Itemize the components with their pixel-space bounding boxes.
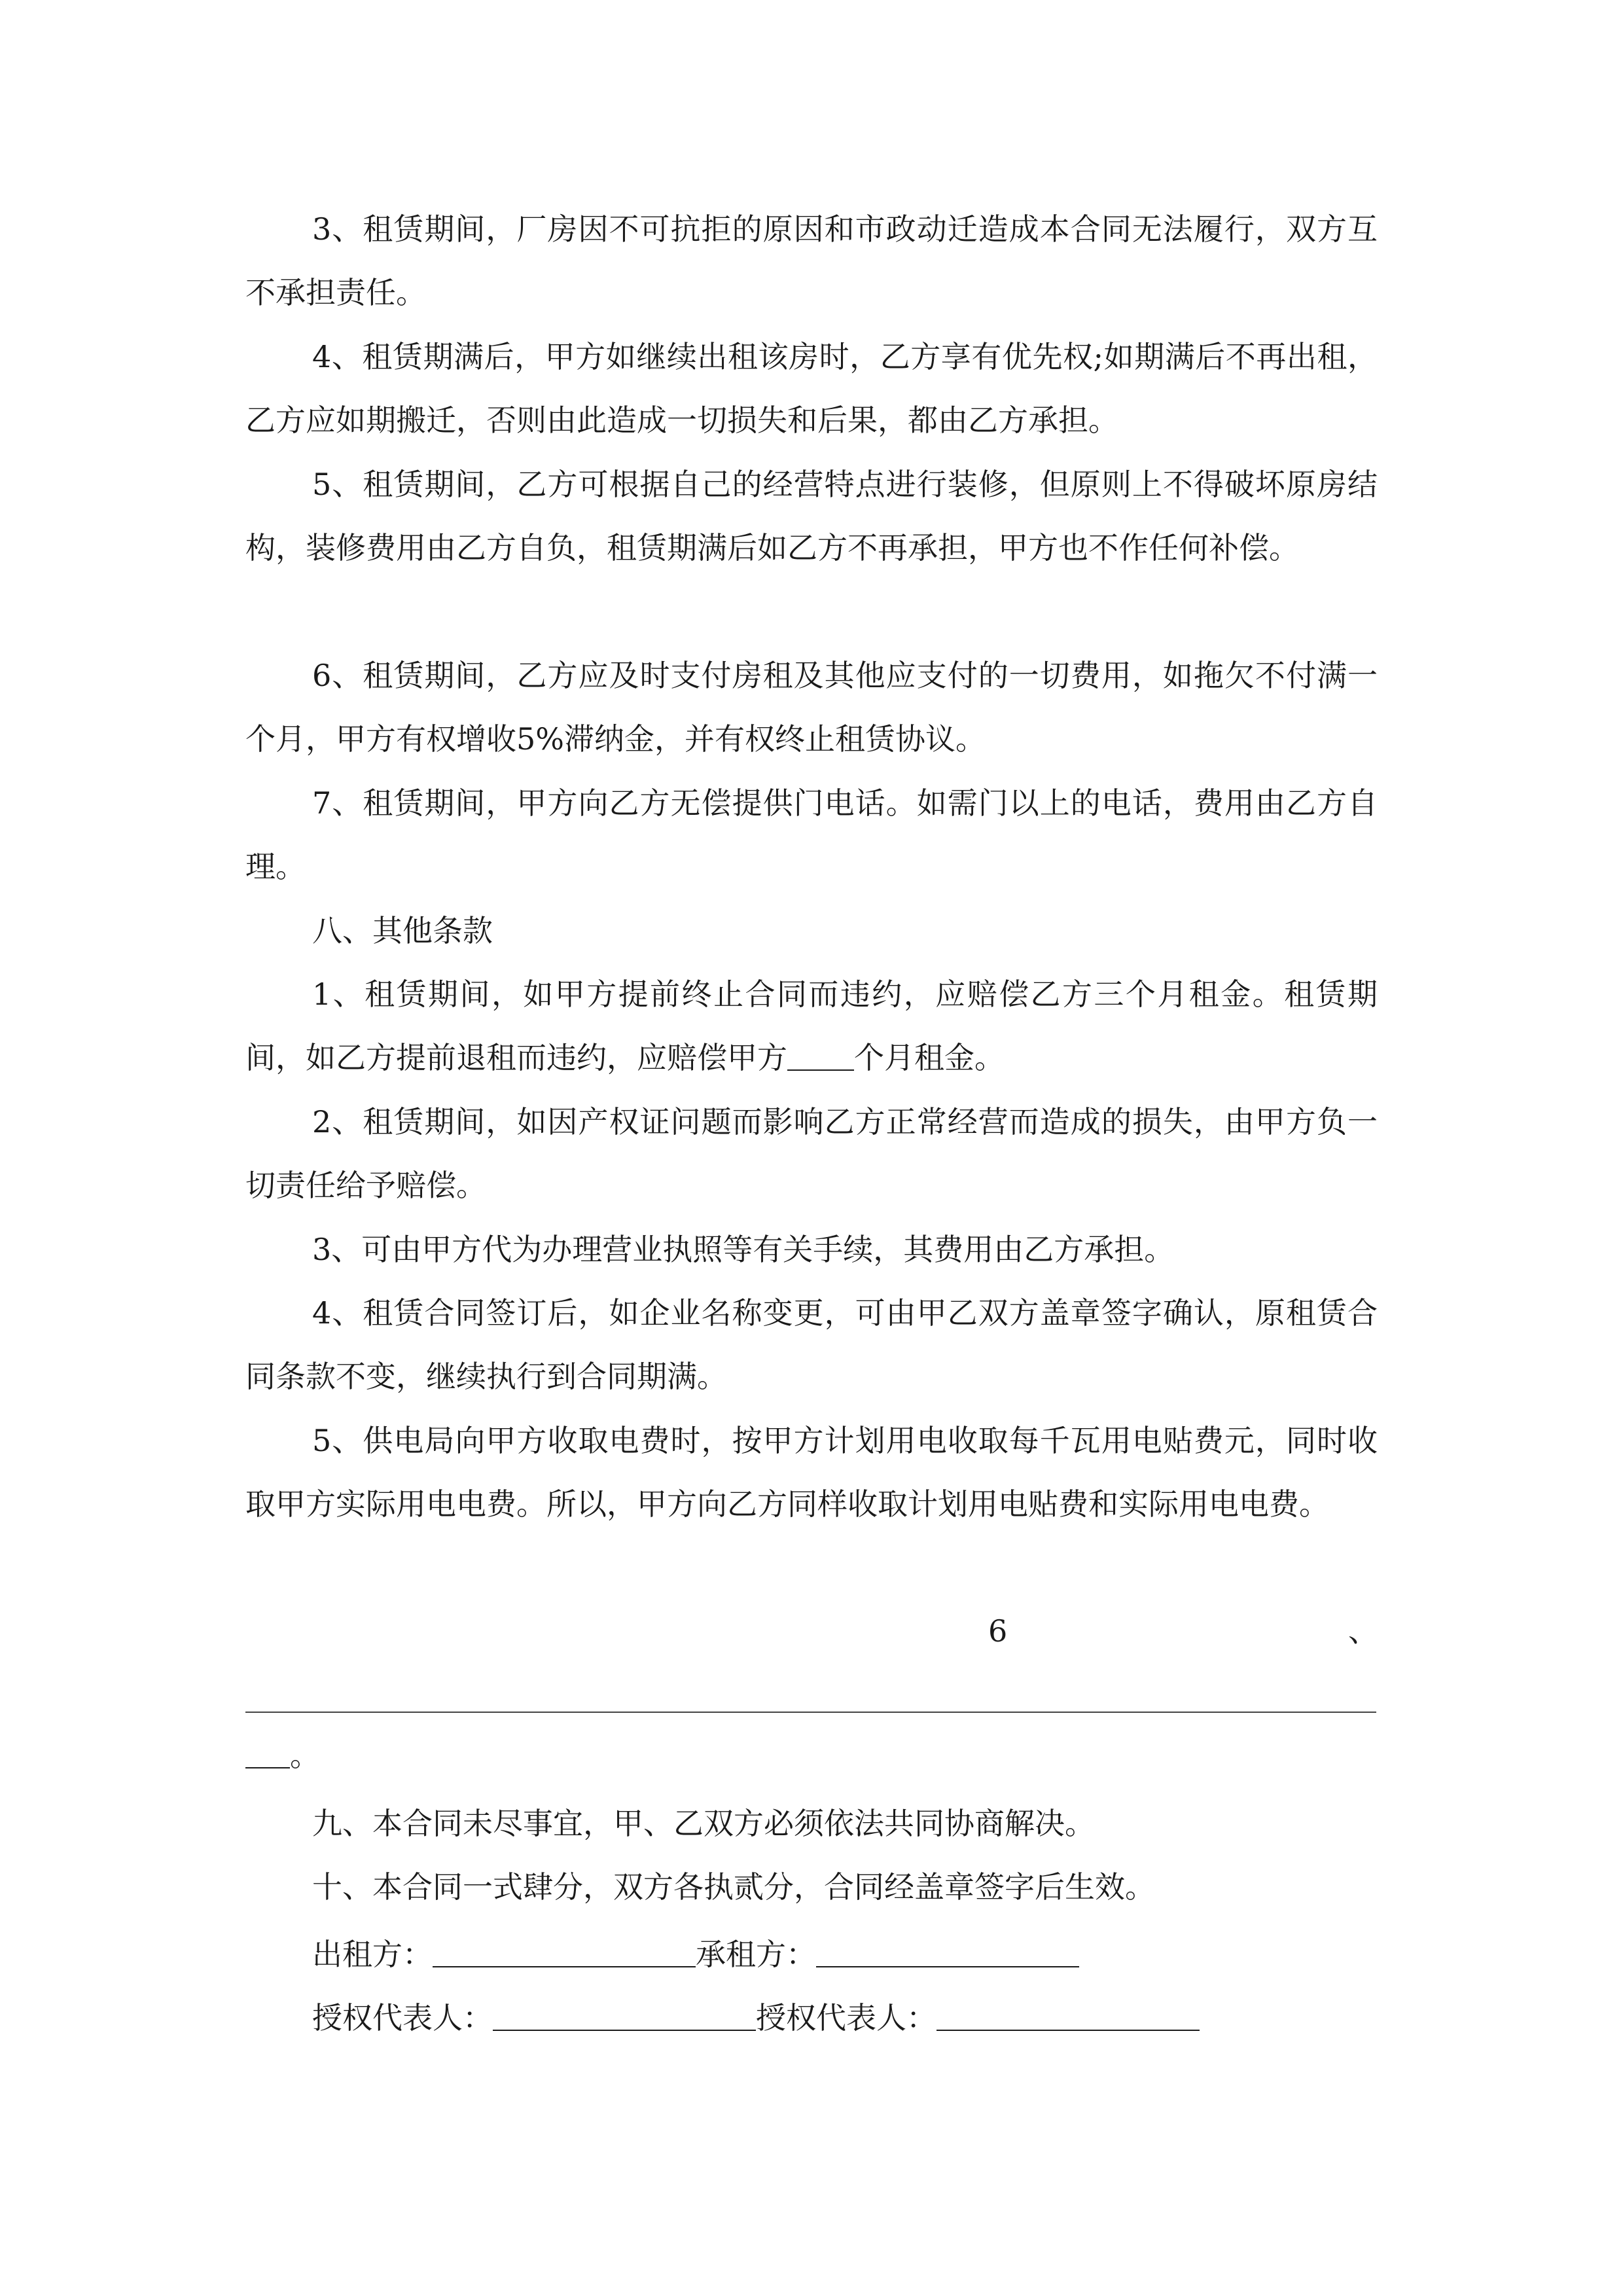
article-10: 十、本合同一式肆分，双方各执贰分，合同经盖章签字后生效。 [312, 1869, 1155, 1905]
clause-8-5: 5、供电局向甲方收取电费时，按甲方计划用电收取每千瓦用电贴费元，同时收取甲方实际用电电费。所以，甲方向乙方同样收取计划用电贴费和实际用电电费。 [245, 1423, 1378, 1522]
clause-8-4: 4、租赁合同签订后，如企业名称变更，可由甲乙双方盖章签字确认，原租赁合同条款不变，继续执行到合同期满。 [245, 1295, 1378, 1394]
lessee-rep-blank[interactable] [936, 2003, 1200, 2031]
lessee-rep-label: 授权代表人： [756, 2000, 936, 2036]
lessee-signature-blank[interactable] [816, 1940, 1079, 1967]
lessor-rep-blank[interactable] [493, 2003, 756, 2031]
clause-8-6-number: 6 [988, 1613, 1008, 1649]
clause-8-6-blank[interactable] [245, 1741, 290, 1768]
clause-8-1-tail: 个月租金。 [854, 1040, 1005, 1075]
clause-7-3: 3、租赁期间，厂房因不可抗拒的原因和市政动迁造成本合同无法履行，双方互不承担责任。 [245, 211, 1378, 310]
lessor-label: 出租方： [312, 1937, 433, 1972]
clause-8-6-period: 。 [290, 1738, 320, 1773]
clause-8-1-text: 1、租赁期间，如甲方提前终止合同而违约，应赔偿乙方三个月租金。租赁期间，如乙方提前退租而违约，应赔偿甲方 [245, 977, 1378, 1075]
clause-8-2: 2、租赁期间，如因产权证问题而影响乙方正常经营而造成的损失，由甲方负一切责任给予赔偿。 [245, 1104, 1378, 1203]
clause-8-6-mark: 、 [1348, 1613, 1378, 1649]
clause-7-7: 7、租赁期间，甲方向乙方无偿提供门电话。如需门以上的电话，费用由乙方自理。 [245, 785, 1378, 884]
lessor-signature-row [312, 1935, 1079, 1974]
clause-8-3: 3、可由甲方代为办理营业执照等有关手续，其费用由乙方承担。 [312, 1232, 1175, 1267]
lessor-rep-label: 授权代表人： [312, 2000, 493, 2036]
lessee-label: 承租方： [696, 1937, 816, 1972]
clause-7-5: 5、租赁期间，乙方可根据自己的经营特点进行装修，但原则上不得破坏原房结构，装修费用由乙方自负，租赁期满后如乙方不再承担，甲方也不作任何补偿。 [245, 467, 1378, 565]
article-8-heading: 八、其他条款 [312, 913, 493, 948]
clause-8-6-rule [245, 1712, 1376, 1713]
clause-8-6-end [245, 1736, 320, 1775]
article-9: 九、本合同未尽事宜，甲、乙双方必须依法共同协商解决。 [312, 1806, 1095, 1841]
months-blank[interactable] [787, 1043, 854, 1071]
lessor-signature-blank[interactable] [433, 1940, 696, 1967]
representative-signature-row [312, 1998, 1200, 2037]
clause-8-1 [245, 963, 1378, 1090]
clause-7-4: 4、租赁期满后，甲方如继续出租该房时，乙方享有优先权;如期满后不再出租，乙方应如期搬迁，否则由此造成一切损失和后果，都由乙方承担。 [245, 339, 1378, 438]
clause-7-6: 6、租赁期间，乙方应及时支付房租及其他应支付的一切费用，如拖欠不付满一个月，甲方有权增收5%滞纳金，并有权终止租赁协议。 [245, 658, 1378, 757]
